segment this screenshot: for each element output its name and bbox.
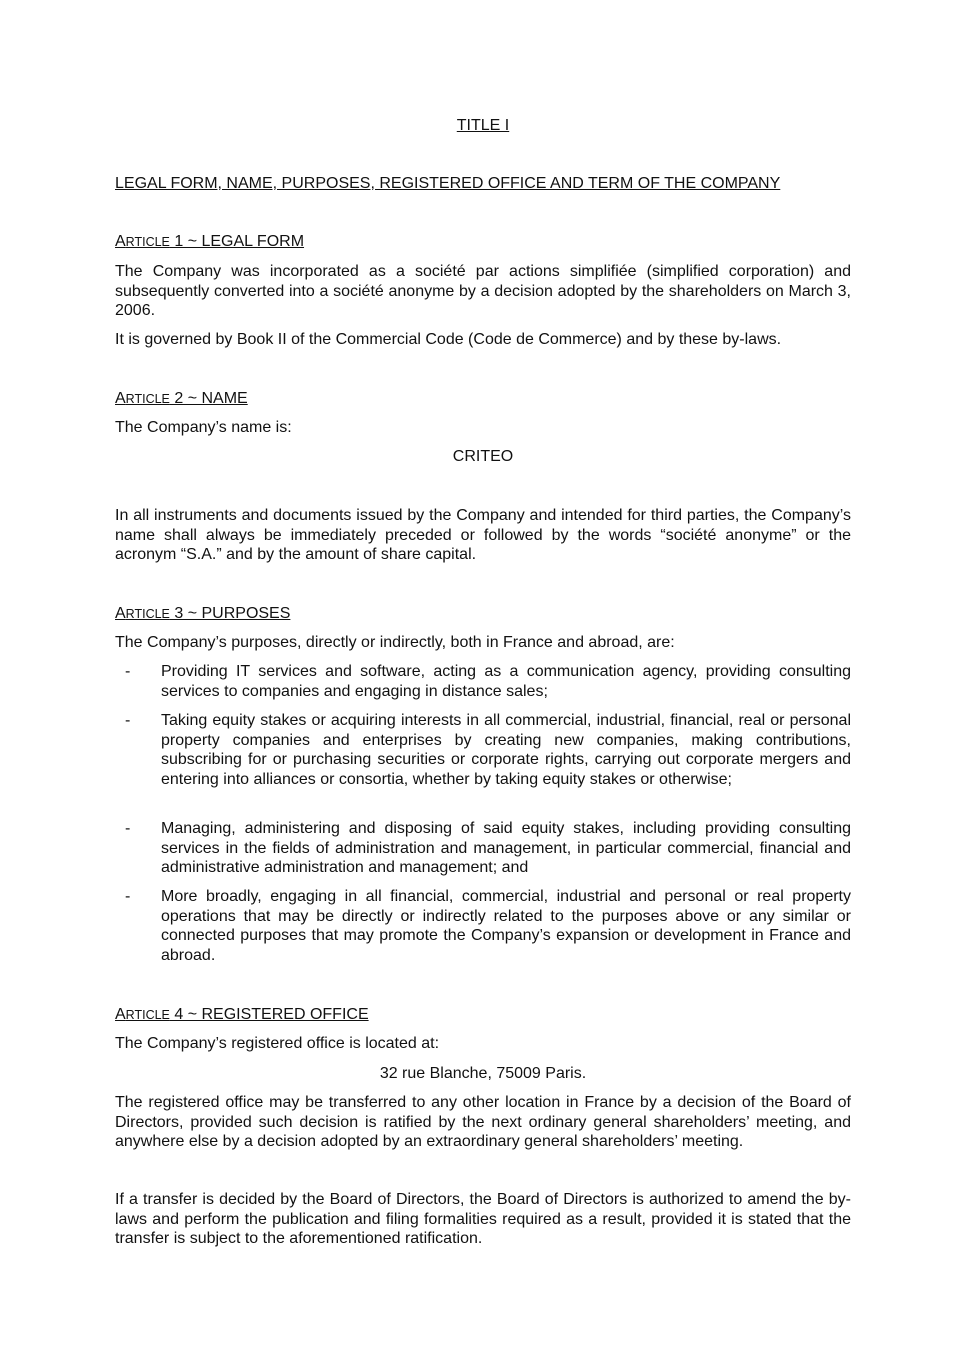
document-title: TITLE I [456,117,510,134]
article-1 [115,232,851,253]
article-4-intro-block [115,1034,851,1054]
list-item: - Providing IT services and software, acting as a communication agency, providing consulting services to companies and engaging in distance sales; [125,663,851,700]
article-4-body-1 [115,1093,851,1152]
article-4-heading: ARTICLE 4 ~ REGISTERED OFFICE [115,1006,369,1023]
article-3-bullet-4-block [115,887,851,965]
list-item: - Managing, administering and disposing of said equity stakes, including providing consulting services in the fields of administration and management, in particular commercial, financial and administrative administration and management; and [125,820,851,877]
article-2-paragraph-1: In all instruments and documents issued by the Company and intended for third parties, the Company’s name shall always be immediately preceded or followed by the words “société anonyme” or the acronym “S.A.” and by the amount of share capital. [115,507,851,564]
article-3-bullet-1-block [115,662,851,701]
article-2-intro-block [115,418,851,438]
bullet-dash: - [125,888,131,905]
bullet-dash: - [125,712,131,729]
article-1-heading: ARTICLE 1 ~ LEGAL FORM [115,233,305,250]
list-item: - More broadly, engaging in all financial, commercial, industrial and personal or real property operations that may be directly or indirectly related to the purposes above or any similar or connected purposes that may promote the Company’s expansion or development in France and abroad. [125,888,851,964]
article-2 [115,389,851,410]
article-4-paragraph-1: The registered office may be transferred to any other location in France by a decision of the Board of Directors, provided such decision is ratified by the next ordinary general shareholders’ meeting, and anywhere else by a decision adopted by an extraordinary general shareholders’ meeting. [115,1094,851,1151]
article-3-bullet-2-block [115,711,851,789]
article-4-intro: The Company’s registered office is located at: [115,1035,440,1052]
company-name: CRITEO [452,448,514,465]
article-4 [115,1005,851,1026]
article-3-bullet-3-block [115,819,851,878]
article-1-body [115,262,851,321]
registered-address: 32 rue Blanche, 75009 Paris. [379,1065,587,1082]
list-item: - Taking equity stakes or acquiring interests in all commercial, industrial, financial, real or personal property companies and enterprises by creating new companies, making contributions, subscribing for or purchasing securities or corporate rights, carrying out corporate mergers and entering into alliances or consortia, whether by taking equity stakes or otherwise; [125,712,851,788]
article-3-intro-block [115,633,851,653]
article-1-paragraph-2: It is governed by Book II of the Commercial Code (Code de Commerce) and by these by-laws. [115,331,782,348]
article-1-paragraph-1: The Company was incorporated as a société par actions simplifiée (simplified corporation) and subsequently converted into a société anonyme by a decision adopted by the shareholders on March 3, 2006. [115,263,851,320]
article-3 [115,604,851,625]
document-subtitle: LEGAL FORM, NAME, PURPOSES, REGISTERED OFFICE AND TERM OF THE COMPANY [115,175,781,192]
article-4-body-2 [115,1190,851,1249]
article-4-paragraph-2: If a transfer is decided by the Board of Directors, the Board of Directors is authorized to amend the by-laws and perform the publication and filing formalities required as a result, provided it is stated that the transfer is subject to the aforementioned ratification. [115,1191,851,1248]
article-2-name-block [115,447,851,467]
article-2-intro: The Company’s name is: [115,419,292,436]
article-3-heading: ARTICLE 3 ~ PURPOSES [115,605,291,622]
article-4-address-block [115,1064,851,1084]
article-3-intro: The Company’s purposes, directly or indirectly, both in France and abroad, are: [115,634,675,651]
article-2-heading: ARTICLE 2 ~ NAME [115,390,248,407]
article-2-body [115,506,851,565]
article-1-body-2 [115,330,851,350]
bullet-dash: - [125,820,131,837]
bullet-dash: - [125,663,131,680]
